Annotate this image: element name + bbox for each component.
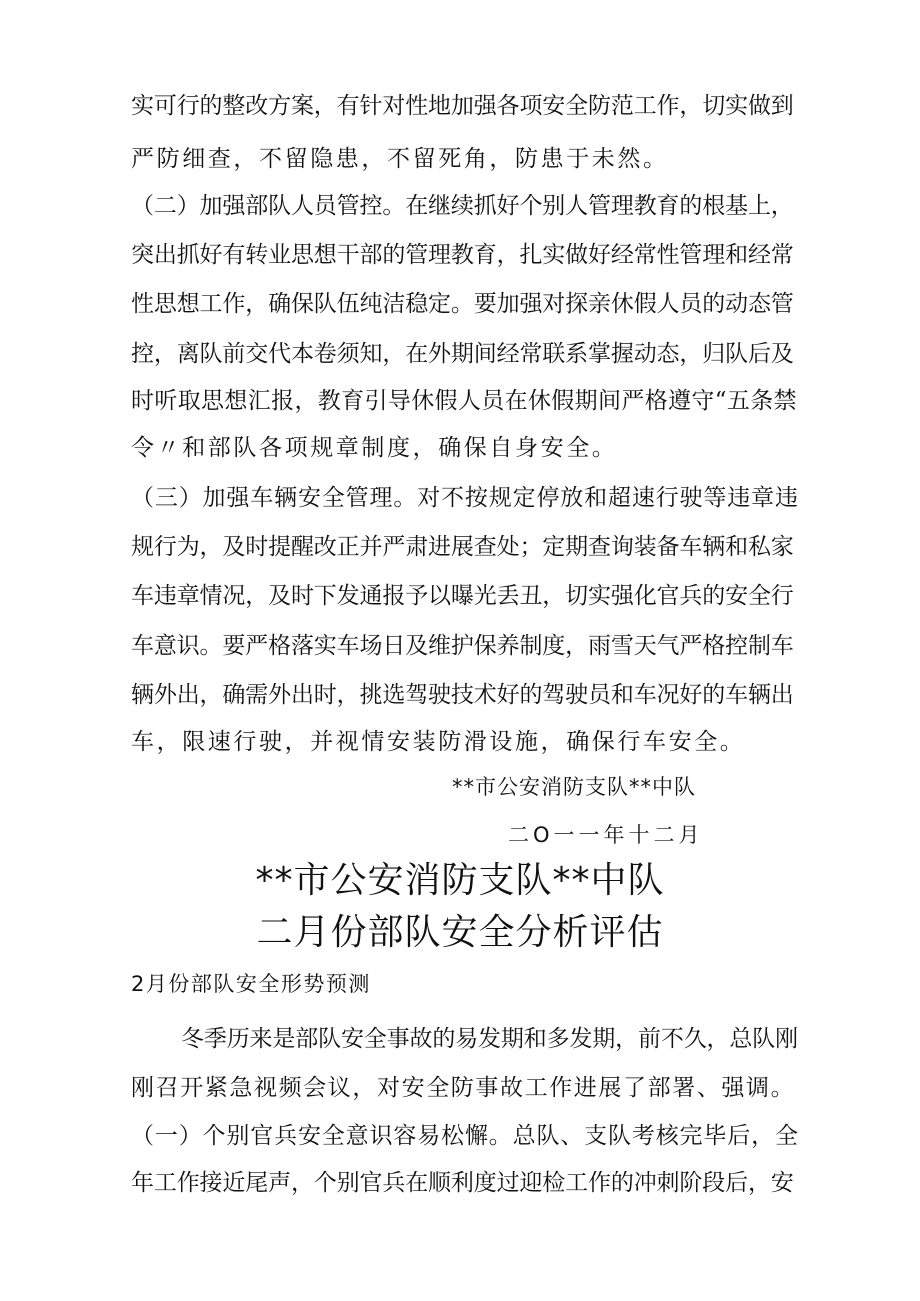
- body-line: 令〃和部队各项规章制度，确保自身安全。: [131, 435, 618, 461]
- body-line: 严防细查，不留隐患，不留死角，防患于未然。: [131, 146, 669, 172]
- body-line: 性思想工作，确保队伍纯洁稳定。要加强对探亲休假人员的动态管: [131, 291, 794, 317]
- body-line: 车违章情况，及时下发通报予以曝光丢丑，切实强化官兵的安全行: [131, 583, 794, 609]
- body-line: 时听取思想汇报，教育引导休假人员在休假期间严格遵守“五条禁: [131, 388, 797, 414]
- body-line: 突出抓好有转业思想干部的管理教育，扎实做好经常性管理和经常: [131, 242, 794, 268]
- signature-date: 二O一一年十二月: [508, 823, 704, 847]
- body-line: （一）个别官兵安全意识容易松懈。总队、支队考核完毕后，全: [131, 1123, 799, 1149]
- body-line: 实可行的整改方案，有针对性地加强各项安全防范工作，切实做到: [131, 93, 794, 119]
- body-line: 车意识。要严格落实车场日及维护保养制度，雨雪天气严格控制车: [131, 633, 794, 659]
- body-line: （二）加强部队人员管控。在继续抓好个别人管理教育的根基上，: [131, 193, 794, 219]
- body-line: 年工作接近尾声，个别官兵在顺利度过迎检工作的冲刺阶段后，安: [131, 1170, 794, 1196]
- body-line: 刚召开紧急视频会议，对安全防事故工作进展了部署、强调。: [131, 1075, 796, 1101]
- body-line: 规行为，及时提醒改正并严肃进展查处；定期查询装备车辆和私家: [131, 534, 794, 560]
- body-line: 车，限速行驶，并视情安装防滑设施，确保行车安全。: [131, 729, 746, 755]
- document-title: **市公安消防支队**中队: [255, 860, 665, 901]
- document-subtitle: 二月份部队安全分析评估: [256, 912, 664, 953]
- body-line: 辆外出，确需外出时，挑选驾驶技术好的驾驶员和车况好的车辆出: [131, 682, 794, 708]
- body-line: 控，离队前交代本卷须知，在外期间经常联系掌握动态，归队后及: [131, 341, 794, 367]
- section-heading: 2月份部队安全形势预测: [131, 972, 371, 996]
- body-line: （三）加强车辆安全管理。对不按规定停放和超速行驶等违章违: [131, 485, 799, 511]
- signature-org: **市公安消防支队**中队: [452, 775, 696, 799]
- body-line: 冬季历来是部队安全事故的易发期和多发期，前不久，总队刚: [181, 1026, 798, 1052]
